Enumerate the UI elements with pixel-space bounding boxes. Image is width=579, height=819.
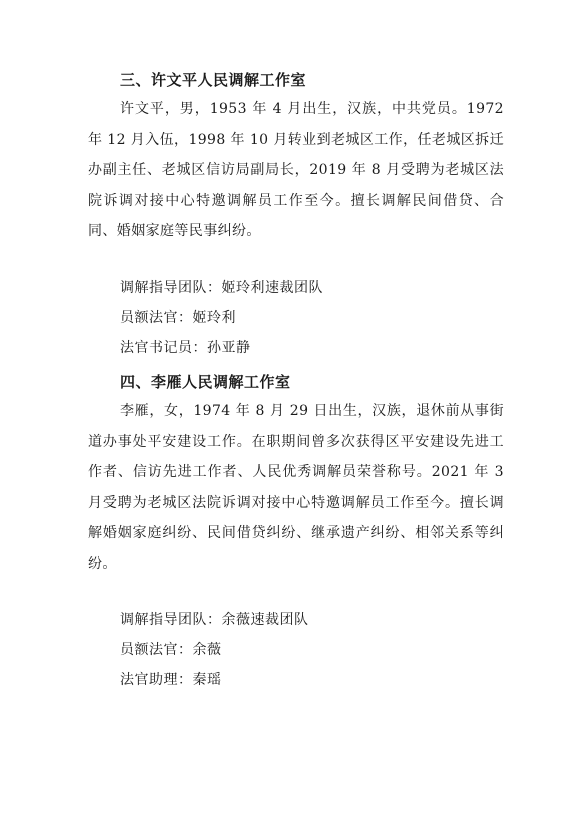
team-guidance-line: 调解指导团队：余薇速裁团队 bbox=[120, 612, 309, 628]
section-li-yan-studio bbox=[88, 371, 504, 695]
team-clerk-line: 法官书记员：孙亚静 bbox=[120, 339, 251, 356]
section-paragraph: 李雁，女，1974 年 8 月 29 日出生，汉族，退休前从事街道办事处平安建设工作。在职期间曾多次获得区平安建设先进工作者、信访先进工作者、人民优秀调解员荣誉称号。2021 年 3 月受聘为老城区法院诉调对接中心特邀调解员工作至今。擅长调解婚姻家庭纠纷、民间借贷纠纷、继承遗产纠纷、相邻关系等纠纷。 bbox=[88, 403, 504, 572]
section-heading: 三、许文平人民调解工作室 bbox=[120, 71, 307, 89]
section-heading: 四、李雁人民调解工作室 bbox=[120, 373, 291, 391]
section-xu-wenping-studio bbox=[88, 69, 504, 363]
team-judge-line: 员额法官：姬玲利 bbox=[120, 309, 236, 326]
team-guidance-line: 调解指导团队：姬玲利速裁团队 bbox=[120, 279, 323, 296]
team-info bbox=[120, 273, 504, 363]
team-assistant-line: 法官助理：秦瑶 bbox=[120, 672, 222, 688]
section-paragraph: 许文平，男，1953 年 4 月出生，汉族，中共党员。1972 年 12 月入伍，1998 年 10 月转业到老城区工作，任老城区拆迁办副主任、老城区信访局副局长，2019 年 8 月受聘为老城区法院诉调对接中心特邀调解员工作至今。擅长调解民间借贷、合同、婚姻家庭等民事纠纷。 bbox=[88, 101, 504, 239]
team-judge-line: 员额法官：余薇 bbox=[120, 642, 222, 658]
team-info bbox=[120, 605, 504, 695]
